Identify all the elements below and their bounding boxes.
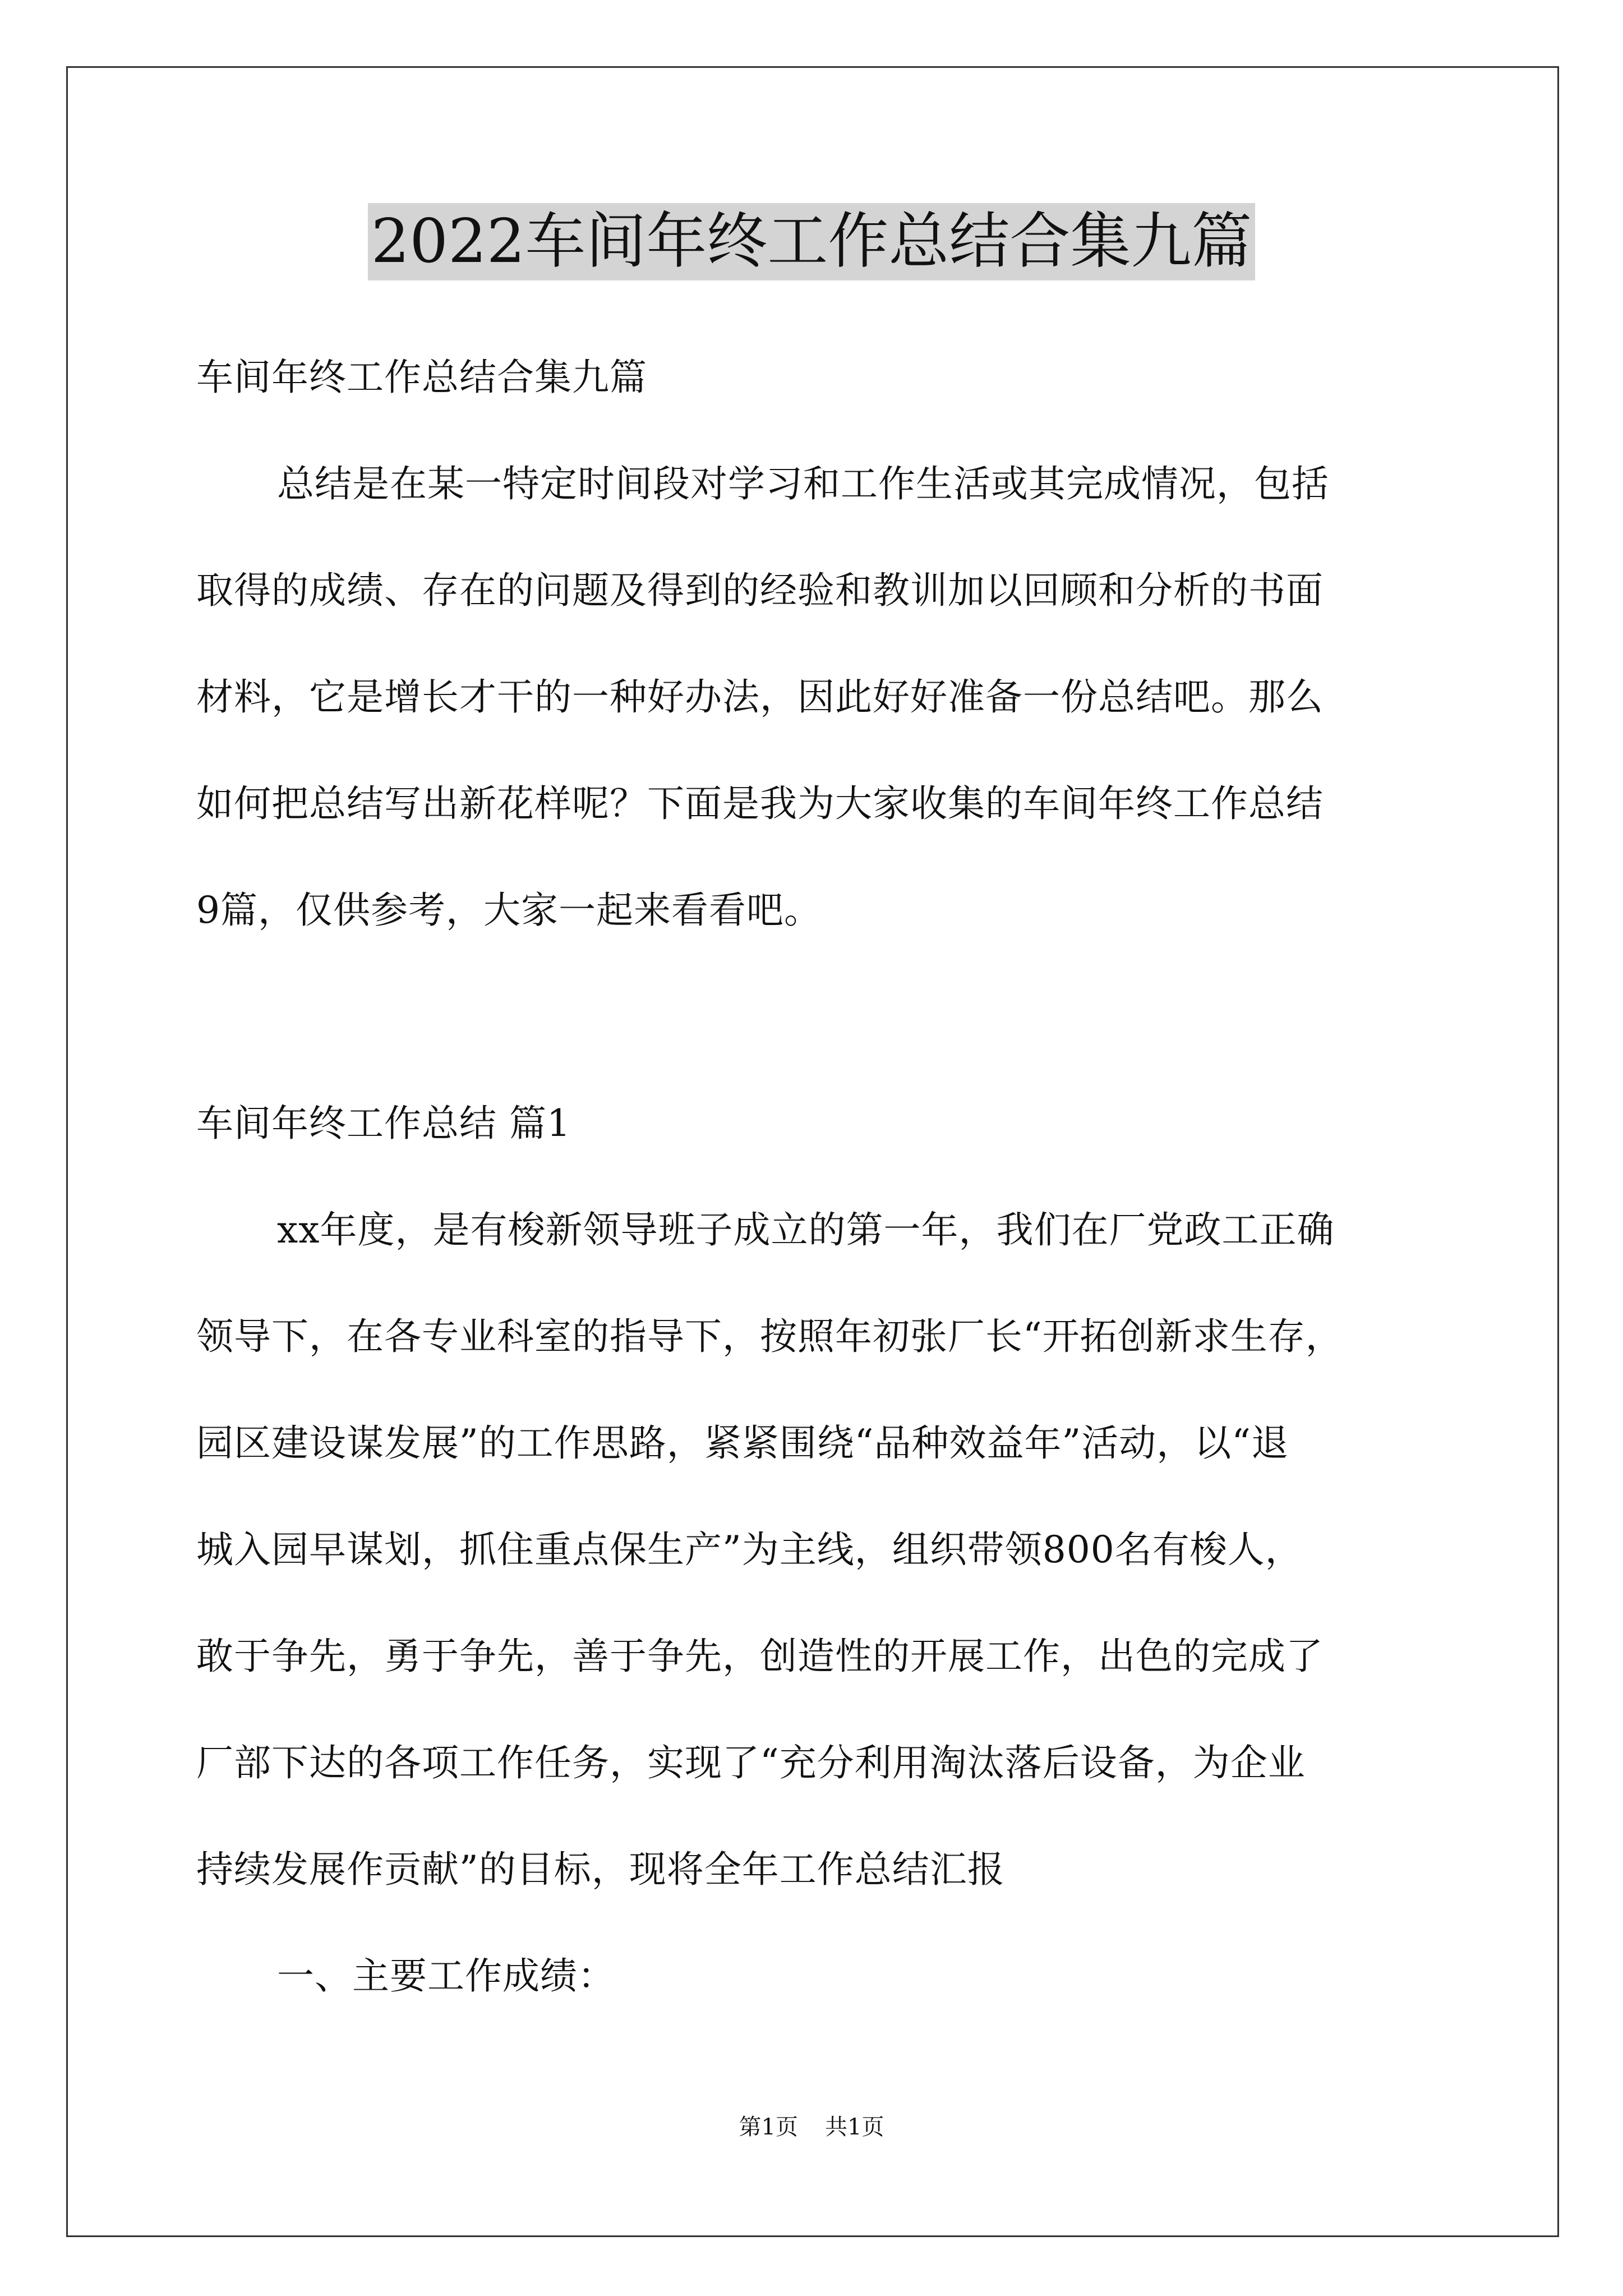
section-line-1: xx年度，是有梭新领导班子成立的第一年，我们在厂党政工正确 xyxy=(277,1208,1335,1251)
section-line-5: 敢于争先，勇于争先，善于争先，创造性的开展工作，出色的完成了 xyxy=(196,1635,1324,1678)
section-line-2: 领导下，在各专业科室的指导下，按照年初张厂长“开拓创新求生存， xyxy=(196,1315,1343,1358)
document-subtitle: 车间年终工作总结合集九篇 xyxy=(196,356,647,399)
intro-line-4: 如何把总结写出新花样呢？下面是我为大家收集的车间年终工作总结 xyxy=(196,782,1324,825)
section-line-6: 厂部下达的各项工作任务，实现了“充分利用淘汰落后设备，为企业 xyxy=(196,1741,1306,1784)
intro-line-3: 材料，它是增长才干的一种好办法，因此好好准备一份总结吧。那么 xyxy=(196,675,1324,719)
page-number-current: 第1页 xyxy=(739,2114,798,2140)
document-title: 2022车间年终工作总结合集九篇 xyxy=(368,203,1256,280)
page-footer xyxy=(0,2113,1623,2142)
subheading: 一、主要工作成绩： xyxy=(277,1954,615,1998)
section-line-3: 园区建设谋发展”的工作思路，紧紧围绕“品种效益年”活动，以“退 xyxy=(196,1421,1289,1465)
page-number-total: 共1页 xyxy=(825,2114,884,2140)
intro-line-2: 取得的成绩、存在的问题及得到的经验和教训加以回顾和分析的书面 xyxy=(196,569,1324,612)
intro-line-5: 9篇，仅供参考，大家一起来看看吧。 xyxy=(196,889,822,932)
section-line-7: 持续发展作贡献”的目标，现将全年工作总结汇报 xyxy=(196,1848,1005,1891)
intro-line-1: 总结是在某一特定时间段对学习和工作生活或其完成情况，包括 xyxy=(277,462,1329,505)
title-container xyxy=(0,203,1623,280)
section-line-4: 城入园早谋划，抓住重点保生产”为主线，组织带领800名有梭人， xyxy=(196,1528,1303,1571)
section-heading: 车间年终工作总结 篇1 xyxy=(196,1102,571,1145)
